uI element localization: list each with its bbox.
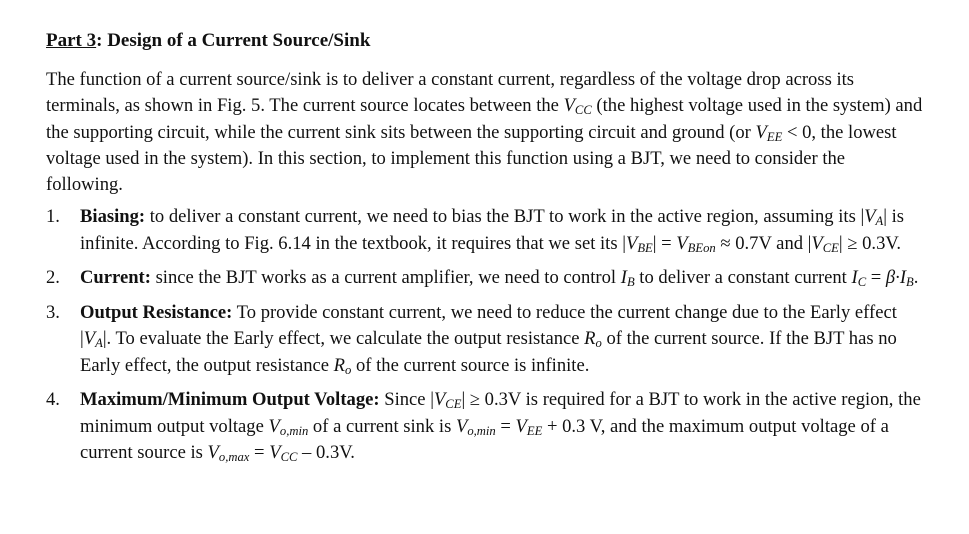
section-heading xyxy=(46,28,926,54)
item-term: Current: xyxy=(80,267,151,289)
var-vee: $V_{EE}$ xyxy=(755,121,783,144)
var-va: $V_A$ xyxy=(83,328,103,351)
intro-text-2: (the highest voltage used in the system) and the supporting circuit, while the current sink sits between the supporting circuit and ground (or xyxy=(46,95,923,143)
intro-text-3: < 0, the lowest voltage used in the system). In this section, to implement this function using a BJT, we need to consider the following. xyxy=(46,121,897,196)
var-vomax: $V_{o,max}$ xyxy=(207,442,250,465)
var-vce: $V_{CE}$ xyxy=(811,232,839,256)
var-vce: $V_{CE}$ xyxy=(433,389,462,412)
var-vcc: $V_{CC}$ xyxy=(269,442,298,465)
var-vee: $V_{EE}$ xyxy=(515,415,543,439)
intro-paragraph xyxy=(46,67,926,198)
list-item-biasing: 1. Biasing: to deliver a constant current, we need to bias the BJT to work in the active region, assuming its $|V_A|$ is infinite. According to Fig. 6.14 in the textbook, it requires that we set its $|V_{BE}| = V_{BEon} \approx 0.7V$ and $|V_{CE}| \ge 0.3V$. xyxy=(46,206,905,256)
list-item-output-resistance: 3. Output Resistance: To provide constant current, we need to reduce the current change due to the Early effect $|V_A|$. To evaluate the Early effect, we calculate the output resistance $R_o$ of the current source. If the BJT has no Early effect, the output resistance $R_o$ of the current source is infinite. xyxy=(46,301,897,378)
item-term: Biasing: xyxy=(80,206,146,228)
var-vomin: $V_{o,min}$ xyxy=(455,415,496,439)
var-ro: $R_o$ xyxy=(333,354,352,378)
var-vbe: $V_{BE}$ xyxy=(625,232,653,256)
intro-text-1: The function of a current source/sink is to deliver a constant current, regardless of the voltage drop across its terminals, as shown in Fig. 5. The current source locates between the xyxy=(46,69,855,117)
list-item-output-voltage: 4. Maximum/Minimum Output Voltage: Since $|V_{CE}| \ge 0.3V$ is required for a BJT to work in the active region, the minimum output voltage $V_{o,min}$ of a current sink is $V_{o,min} = V_{EE} + 0.3$ V, and the maximum output voltage of a current source is $V_{o,max} = V_{CC} - 0.3V$. xyxy=(46,389,921,465)
var-vcc: $V_{CC}$ xyxy=(563,95,592,118)
document-page xyxy=(46,28,926,467)
var-ib: $I_B$ xyxy=(620,267,635,290)
var-ic: $I_C$ xyxy=(851,267,867,290)
requirements-list xyxy=(46,204,926,467)
item-term: Maximum/Minimum Output Voltage: xyxy=(80,389,380,411)
list-number: 4. xyxy=(46,389,60,411)
list-number: 1. xyxy=(46,206,60,228)
var-vbeon: $V_{BEon}$ xyxy=(676,232,716,256)
item-term: Output Resistance: xyxy=(80,301,233,323)
var-vomin: $V_{o,min}$ xyxy=(268,415,309,439)
heading-title: : Design of a Current Source/Sink xyxy=(96,30,371,51)
var-va: $V_A$ xyxy=(864,206,884,229)
list-number: 2. xyxy=(46,267,60,289)
list-item-current: 2. Current: since the BJT works as a current amplifier, we need to control $I_B$ to deliver a constant current $I_C = \beta\cdot I_B$. xyxy=(46,265,926,292)
var-beta-ib: $\beta\cdot I_B$ xyxy=(885,267,914,290)
part-label: Part 3 xyxy=(46,30,97,51)
var-ro: $R_o$ xyxy=(584,328,602,351)
list-number: 3. xyxy=(46,301,60,323)
